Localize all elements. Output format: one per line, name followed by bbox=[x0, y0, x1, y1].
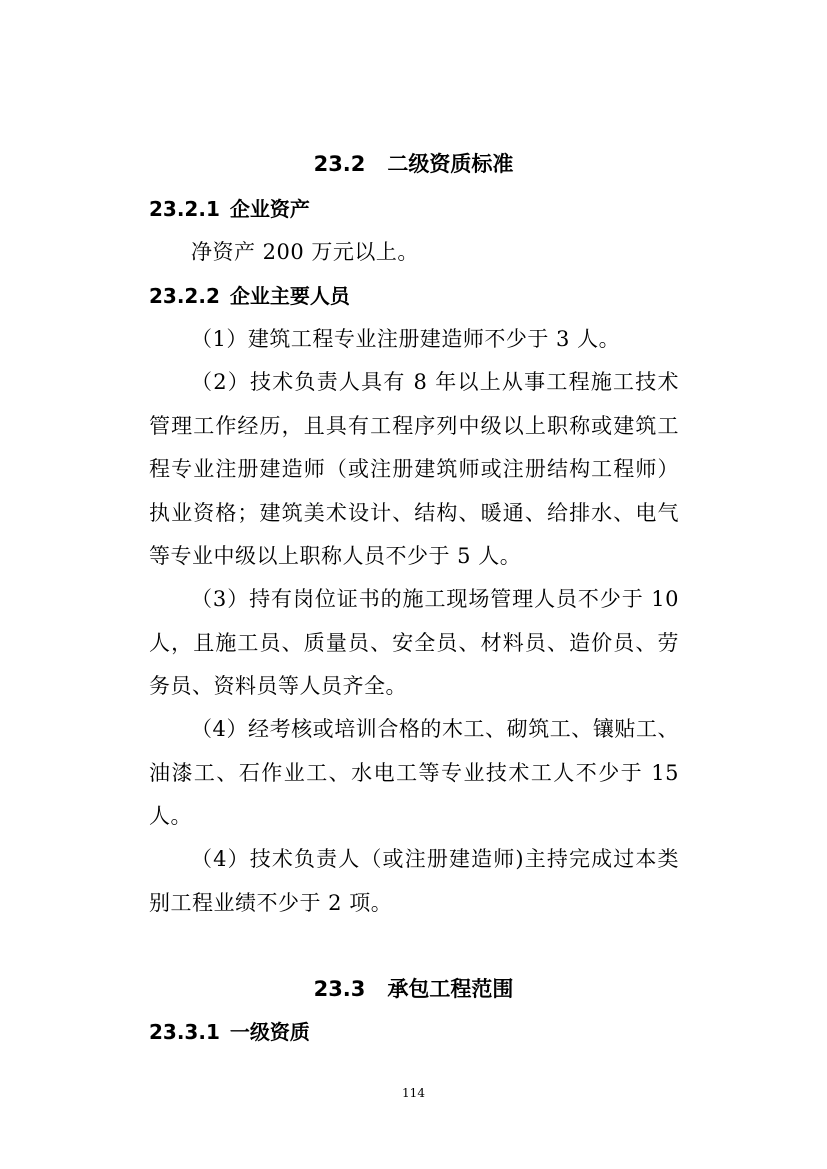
subsection-heading-23-3-1 bbox=[149, 1018, 310, 1046]
section-number: 23.2 bbox=[313, 152, 366, 176]
subsection-title: 一级资质 bbox=[229, 1020, 310, 1044]
paragraph-line: 等专业中级以上职称人员不少于 5 人。 bbox=[149, 544, 522, 568]
paragraph-line: 油漆工、石作业工、水电工等专业技术工人不少于 15 bbox=[149, 761, 679, 785]
subsection-heading-23-2-2 bbox=[149, 282, 350, 310]
net-assets-paragraph: 净资产 200 万元以上。 bbox=[191, 240, 419, 264]
section-heading-23-2 bbox=[0, 150, 827, 178]
paragraph-line: （2）技术负责人具有 8 年以上从事工程施工技术 bbox=[191, 370, 679, 394]
page-number: 114 bbox=[402, 1086, 425, 1100]
subsection-title: 企业资产 bbox=[229, 197, 310, 221]
paragraph-line: 管理工作经历，且具有工程序列中级以上职称或建筑工 bbox=[149, 414, 679, 438]
subsection-heading-23-2-1 bbox=[149, 195, 310, 223]
subsection-number: 23.2.2 bbox=[149, 284, 220, 308]
subsection-number: 23.3.1 bbox=[149, 1020, 220, 1044]
subsection-number: 23.2.1 bbox=[149, 197, 220, 221]
subsection-title: 企业主要人员 bbox=[229, 284, 350, 308]
paragraph-line: 人。 bbox=[149, 804, 192, 828]
section-title: 承包工程范围 bbox=[387, 977, 514, 1001]
paragraph-line: 务员、资料员等人员齐全。 bbox=[149, 674, 407, 698]
section-heading-23-3 bbox=[0, 975, 827, 1003]
paragraph-line: （4）技术负责人（或注册建造师)主持完成过本类 bbox=[191, 847, 679, 871]
paragraph-line: 别工程业绩不少于 2 项。 bbox=[149, 891, 393, 915]
section-number: 23.3 bbox=[313, 977, 366, 1001]
paragraph-line: （1）建筑工程专业注册建造师不少于 3 人。 bbox=[191, 327, 621, 351]
paragraph-line: （3）持有岗位证书的施工现场管理人员不少于 10 bbox=[191, 587, 679, 611]
paragraph-line: 程专业注册建造师（或注册建筑师或注册结构工程师） bbox=[149, 457, 679, 481]
paragraph-line: 执业资格；建筑美术设计、结构、暖通、给排水、电气 bbox=[149, 501, 679, 525]
section-title: 二级资质标准 bbox=[387, 152, 514, 176]
paragraph-line: （4）经考核或培训合格的木工、砌筑工、镶贴工、 bbox=[191, 717, 679, 741]
paragraph-line: 人，且施工员、质量员、安全员、材料员、造价员、劳 bbox=[149, 631, 679, 655]
